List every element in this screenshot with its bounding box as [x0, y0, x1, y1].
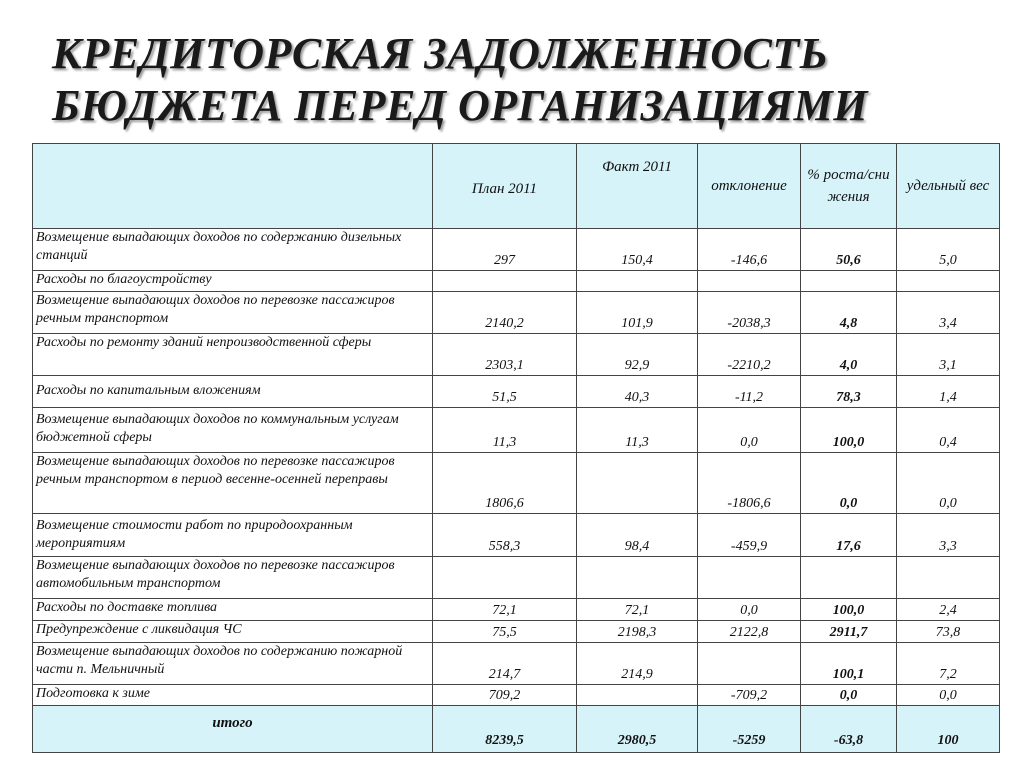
row-weight	[897, 271, 1000, 292]
row-plan: 709,2	[433, 685, 577, 706]
table-row	[33, 514, 1000, 557]
header-deviation: отклонение	[698, 144, 801, 229]
row-weight: 3,3	[897, 514, 1000, 557]
row-deviation: -459,9	[698, 514, 801, 557]
row-plan: 11,3	[433, 408, 577, 453]
row-plan: 1806,6	[433, 453, 577, 514]
row-name: Расходы по благоустройству	[33, 271, 433, 292]
table-row	[33, 643, 1000, 685]
header-row	[33, 144, 1000, 229]
row-fact: 11,3	[577, 408, 698, 453]
row-name: Возмещение выпадающих доходов по перевозке пассажиров речным транспортом в период весенне-осенней переправы	[33, 453, 433, 514]
row-fact: 101,9	[577, 292, 698, 334]
total-deviation: -5259	[698, 706, 801, 753]
row-plan: 75,5	[433, 621, 577, 643]
row-fact	[577, 685, 698, 706]
row-deviation: -709,2	[698, 685, 801, 706]
row-name: Подготовка к зиме	[33, 685, 433, 706]
row-fact	[577, 453, 698, 514]
table-row	[33, 453, 1000, 514]
row-weight: 1,4	[897, 376, 1000, 408]
row-fact: 92,9	[577, 334, 698, 376]
row-growth: 2911,7	[801, 621, 897, 643]
header-growth: % роста/снижения	[801, 144, 897, 229]
table-row	[33, 408, 1000, 453]
row-name: Возмещение выпадающих доходов по перевозке пассажиров речным транспортом	[33, 292, 433, 334]
row-weight: 2,4	[897, 599, 1000, 621]
total-weight: 100	[897, 706, 1000, 753]
row-growth: 17,6	[801, 514, 897, 557]
total-label: итого	[33, 706, 433, 753]
row-deviation	[698, 271, 801, 292]
row-name: Возмещение выпадающих доходов по перевозке пассажиров автомобильным транспортом	[33, 557, 433, 599]
row-weight: 7,2	[897, 643, 1000, 685]
row-deviation: -11,2	[698, 376, 801, 408]
row-growth: 50,6	[801, 229, 897, 271]
table-row	[33, 557, 1000, 599]
row-weight: 73,8	[897, 621, 1000, 643]
row-fact: 40,3	[577, 376, 698, 408]
header-weight: удельный вес	[897, 144, 1000, 229]
row-plan	[433, 557, 577, 599]
row-name: Возмещение выпадающих доходов по содержанию дизельных станций	[33, 229, 433, 271]
total-fact: 2980,5	[577, 706, 698, 753]
table-row	[33, 271, 1000, 292]
row-plan: 214,7	[433, 643, 577, 685]
row-name: Возмещение выпадающих доходов по содержанию пожарной части п. Мельничный	[33, 643, 433, 685]
row-name: Возмещение выпадающих доходов по коммунальным услугам бюджетной сферы	[33, 408, 433, 453]
row-growth	[801, 557, 897, 599]
row-fact: 2198,3	[577, 621, 698, 643]
row-deviation: -1806,6	[698, 453, 801, 514]
title-line-2: БЮДЖЕТА ПЕРЕД ОРГАНИЗАЦИЯМИ	[52, 81, 869, 130]
row-deviation: 2122,8	[698, 621, 801, 643]
row-weight: 3,1	[897, 334, 1000, 376]
table-row	[33, 685, 1000, 706]
row-plan: 2303,1	[433, 334, 577, 376]
row-growth: 100,1	[801, 643, 897, 685]
row-deviation: 0,0	[698, 408, 801, 453]
row-fact: 98,4	[577, 514, 698, 557]
row-fact: 72,1	[577, 599, 698, 621]
row-deviation: -146,6	[698, 229, 801, 271]
header-fact: Факт 2011	[577, 144, 698, 229]
row-growth: 4,8	[801, 292, 897, 334]
table-body	[33, 229, 1000, 753]
row-deviation: -2210,2	[698, 334, 801, 376]
row-growth: 4,0	[801, 334, 897, 376]
row-weight: 0,0	[897, 453, 1000, 514]
table-row	[33, 599, 1000, 621]
row-growth: 0,0	[801, 453, 897, 514]
row-name: Расходы по ремонту зданий непроизводственной сферы	[33, 334, 433, 376]
table-row	[33, 292, 1000, 334]
row-fact	[577, 271, 698, 292]
row-weight: 0,0	[897, 685, 1000, 706]
total-row	[33, 706, 1000, 753]
row-growth	[801, 271, 897, 292]
table-row	[33, 376, 1000, 408]
table-row	[33, 621, 1000, 643]
row-deviation: -2038,3	[698, 292, 801, 334]
row-growth: 78,3	[801, 376, 897, 408]
row-growth: 100,0	[801, 408, 897, 453]
row-weight: 3,4	[897, 292, 1000, 334]
total-growth: -63,8	[801, 706, 897, 753]
row-weight: 0,4	[897, 408, 1000, 453]
page-title	[52, 28, 868, 132]
row-name: Расходы по капитальным вложениям	[33, 376, 433, 408]
table-row	[33, 229, 1000, 271]
row-name: Возмещение стоимости работ по природоохранным мероприятиям	[33, 514, 433, 557]
row-fact: 214,9	[577, 643, 698, 685]
row-plan: 558,3	[433, 514, 577, 557]
title-line-1: КРЕДИТОРСКАЯ ЗАДОЛЖЕННОСТЬ	[52, 29, 829, 78]
row-weight: 5,0	[897, 229, 1000, 271]
row-deviation	[698, 643, 801, 685]
row-name: Расходы по доставке топлива	[33, 599, 433, 621]
total-plan: 8239,5	[433, 706, 577, 753]
row-plan: 72,1	[433, 599, 577, 621]
row-deviation: 0,0	[698, 599, 801, 621]
row-fact: 150,4	[577, 229, 698, 271]
row-fact	[577, 557, 698, 599]
row-plan: 297	[433, 229, 577, 271]
row-weight	[897, 557, 1000, 599]
row-growth: 0,0	[801, 685, 897, 706]
header-name	[33, 144, 433, 229]
table-row	[33, 334, 1000, 376]
row-growth: 100,0	[801, 599, 897, 621]
row-name: Предупреждение с ликвидация ЧС	[33, 621, 433, 643]
header-plan: План 2011	[433, 144, 577, 229]
debt-table	[32, 143, 1000, 753]
row-plan	[433, 271, 577, 292]
row-plan: 51,5	[433, 376, 577, 408]
row-plan: 2140,2	[433, 292, 577, 334]
row-deviation	[698, 557, 801, 599]
